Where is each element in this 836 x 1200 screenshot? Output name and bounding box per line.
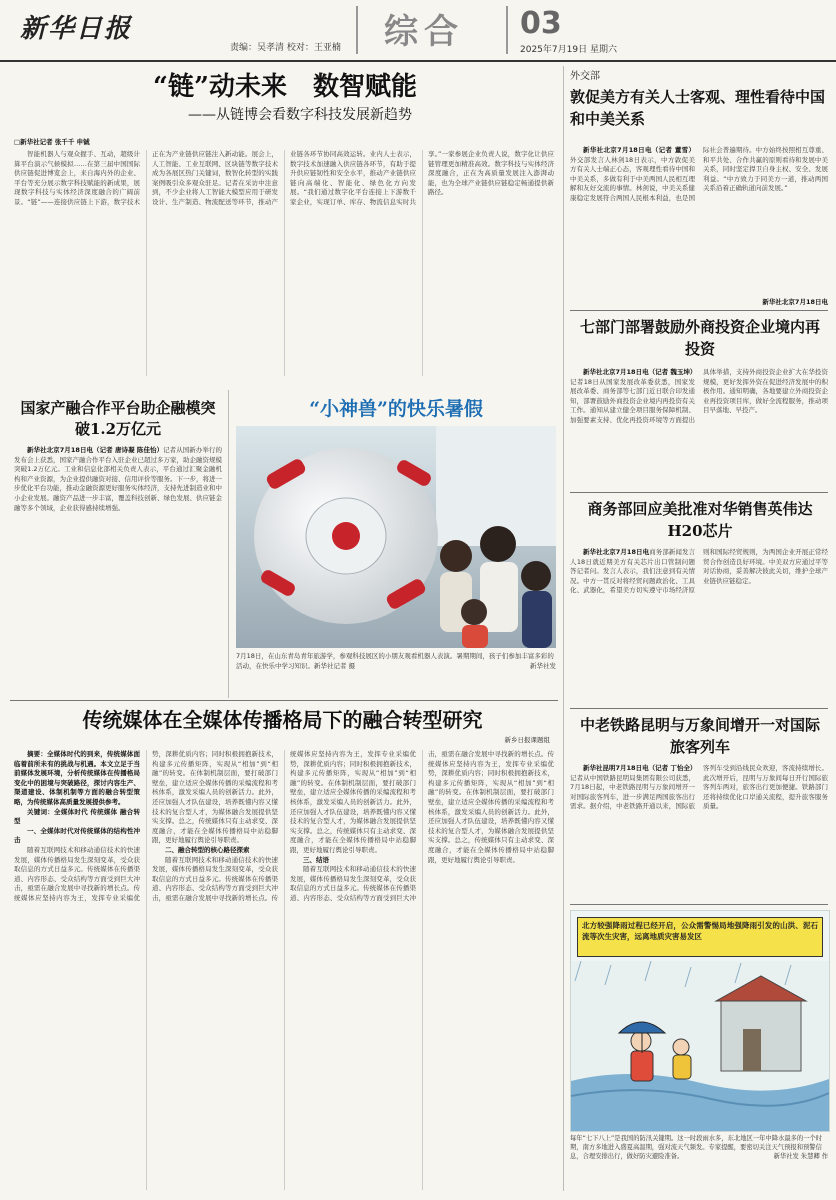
lead-byline: □新华社记者 张千千 申铖 <box>14 138 90 146</box>
photo-caption-text: 7月18日，在山东青岛青年旅游学，参观科技展区的小朋友观看机器人表演。暑期期间，孩子们参加丰富多彩的活动，在快乐中学习知识。新华社记者 摄 <box>236 652 554 670</box>
story-h20-dateline: 新华社北京7月18日电 <box>583 548 650 556</box>
feature-abstract: 摘要：全媒体时代的到来，传统媒体面临着前所未有的挑战与机遇。本文立足于当前媒体发展环境，分析传统媒体在传播格局变化中的困境与突破路径，探讨内容生产、渠道建设、体制机制等方面的融合转型策略，为传统媒体高质量发展提供参考。 <box>14 750 140 806</box>
story-usa-text: 外交部发言人林剑18日表示，中方敦促美方有关人士端正心态，客观理性看待中国和中美关系，多做有利于中美两国人民相互理解和友好交流的事情。林剑说，中美关系健康稳定发展符合两国人民根本利益，也是国际社会普遍期待。中方始终按照相互尊重、和平共处、合作共赢的原则看待和发展中美关系，同时坚定捍卫自身主权、安全、发展利益。“中方致力于同美方一道，推动两国关系沿着正确轨道向前发展。” <box>570 146 828 202</box>
lead-subhead: ——从链博会看数字科技发展新趋势 <box>188 107 412 123</box>
story-rail-dateline: 新华社昆明7月18日电（记者 丁怡全） <box>583 764 697 772</box>
story-rail-text: 记者从中国铁路昆明局集团有限公司获悉，7月18日起，中老铁路昆明与万象间增开一对国际旅客列车，进一步满足两国旅客出行需求。据介绍，中老铁路开通以来，国际旅客列车受到沿线民众欢迎，客流持续增长。此次增开后，昆明与万象间每日开行国际旅客列车两对，旅客出行更加便捷。铁路部门还将持续优化口岸通关流程，提升旅客服务质量。 <box>570 764 828 811</box>
page-number: 03 <box>520 6 562 41</box>
feature-section-1: 一、全媒体时代对传统媒体的结构性冲击 <box>14 826 140 845</box>
story-usa-rule <box>570 310 828 311</box>
box-left-rule <box>228 390 229 698</box>
story-invest-headline: 七部门部署鼓励外商投资企业境内再投资 <box>580 318 821 358</box>
photo-feature-image <box>236 426 556 648</box>
masthead <box>0 0 836 66</box>
feature-byline: 新乡日报课题组 <box>504 736 550 744</box>
feature-body <box>14 750 554 1190</box>
masthead-divider <box>356 6 358 54</box>
story-h20-text: 商务部新闻发言人18日就近期美方有关芯片出口管制问题答记者问。发言人表示，我们注意到有关情况。中方一贯反对将经贸问题政治化、工具化、武器化，希望美方切实遵守市场经济原则和国际经贸规则，为两国企业开展正常经贸合作创造良好环境。中美双方应通过平等对话协商，妥善解决彼此关切，维护全球产业链供应链稳定。 <box>570 548 828 595</box>
photo-feature-caption <box>236 652 556 692</box>
cartoon-banner-text: 北方较强降雨过程已经开启，公众需警惕局地强降雨引发的山洪、泥石流等次生灾害，远离地质灾害易发区 <box>582 921 818 941</box>
lead-body <box>14 150 554 376</box>
masthead-divider-2 <box>506 6 508 54</box>
feature-keywords: 关键词：全媒体时代 传统媒体 融合转型 <box>14 807 140 826</box>
right-column-rule <box>563 66 564 1191</box>
story-h20-body <box>570 548 828 704</box>
section-title: 综合 <box>384 12 464 52</box>
feature-section-3: 三、结语 <box>303 855 329 864</box>
newspaper-logo: 新华日报 <box>20 14 133 44</box>
story-invest-dateline: 新华社北京7月18日电（记者 魏玉坤） <box>583 368 697 376</box>
story-usa-kicker: 外交部 <box>570 71 600 82</box>
robot-exhibit-photo <box>236 426 556 648</box>
story-rail-body <box>570 764 828 898</box>
feature-body-text-3: 随着互联网技术和移动通信技术的快速发展，媒体传播格局发生深刻变革，受众获取信息的方式日益多元。传统媒体在传播渠道、内容形态、受众结构等方面受到巨大冲击，亟需在融合发展中寻找新的增长点。传统媒体应坚持内容为王，发挥专业采编优势，深耕优质内容；同时积极拥抱新技术，构建多元传播矩阵，实现从“相加”到“相融”的转变。在体制机制层面，要打破部门壁垒，建立适应全媒体传播的采编流程和考核体系，激发采编人员的创新活力。此外，还应加强人才队伍建设，培养既懂内容又懂技术的复合型人才，为媒体融合发展提供坚实支撑。总之，传统媒体只有主动求变、深度融合，才能在全媒体传播格局中站稳脚跟，更好地履行舆论引导职责。 <box>290 750 554 902</box>
masthead-rule <box>0 60 836 62</box>
photo-feature-title: “小神兽”的快乐暑假 <box>309 398 483 420</box>
cartoon-caption <box>570 1134 828 1194</box>
lead-headline: “链”动未来 数智赋能 <box>153 72 417 102</box>
issue-date: 2025年7月19日 星期六 <box>520 45 617 55</box>
story-usa-end: 新华社北京7月18日电 <box>762 298 828 306</box>
feature-body-text-1: 随着互联网技术和移动通信技术的快速发展，媒体传播格局发生深刻变革，受众获取信息的方式日益多元。传统媒体在传播渠道、内容形态、受众结构等方面受到巨大冲击，亟需在融合发展中寻找新的增长点。传统媒体应坚持内容为王，发挥专业采编优势，深耕优质内容；同时积极拥抱新技术，构建多元传播矩阵，实现从“相加”到“相融”的转变。在体制机制层面，要打破部门壁垒，建立适应全媒体传播的采编流程和考核体系，激发采编人员的创新活力。此外，还应加强人才队伍建设，培养既懂内容又懂技术的复合型人才，为媒体融合发展提供坚实支撑。总之，传统媒体只有主动求变、深度融合，才能在全媒体传播格局中站稳脚跟，更好地履行舆论引导职责。 <box>14 750 278 902</box>
story-rail-rule <box>570 904 828 905</box>
photo-credit: 新华社发 <box>530 661 556 670</box>
feature-top-rule <box>10 700 558 701</box>
box-left-body <box>14 446 222 692</box>
cartoon-caption-text: 每年“七下八上”是我国的防汛关键期。这一时段雨水多，东北地区一年中降水最多的一个时期，南方多地进入盛夏高温期，强对流天气频发。专家提醒，要密切关注天气预报和预警信息，合理安排出行，做好防灾避险准备。 <box>570 1135 823 1160</box>
cartoon-banner <box>577 917 823 957</box>
story-h20-headline: 商务部回应美批准对华销售英伟达H20芯片 <box>587 500 813 540</box>
cartoon-credit: 新华社发 朱慧卿 作 <box>773 1153 828 1160</box>
story-invest-body <box>570 368 828 486</box>
story-invest-text: 记者18日从国家发展改革委获悉，国家发展改革委、商务部等七部门近日联合印发通知，部署鼓励外商投资企业境内再投资有关工作。通知从建立健全项目服务保障机制、加强要素支持、优化再投资环境等方面提出具体举措，支持外商投资企业扩大在华投资规模，更好发挥外资在促进经济发展中的积极作用。通知明确，各地要建立外商投资企业再投资项目库，做好全流程服务，推动项目早落地、早投产。 <box>570 368 828 424</box>
box-left-text: 记者从国新办举行的发布会上获悉，国家产融合作平台入驻企业已超过多万家，助企融资规模突破1.2万亿元。工业和信息化部相关负责人表示，平台通过汇聚金融机构和产业资源，为企业提供融资对接、信用评价等服务。下一步，将进一步优化平台功能，推动金融资源更好服务实体经济，支持先进制造业和中小企业发展。融资产品进一步丰富，覆盖科技创新、绿色发展、供应链金融等多个领域，企业获得感持续增强。 <box>14 446 222 512</box>
feature-body-text-2: 随着互联网技术和移动通信技术的快速发展，媒体传播格局发生深刻变革，受众获取信息的方式日益多元。传统媒体在传播渠道、内容形态、受众结构等方面受到巨大冲击，亟需在融合发展中寻找新的增长点。传统媒体应坚持内容为王，发挥专业采编优势，深耕优质内容；同时积极拥抱新技术，构建多元传播矩阵，实现从“相加”到“相融”的转变。在体制机制层面，要打破部门壁垒，建立适应全媒体传播的采编流程和考核体系，激发采编人员的创新活力。此外，还应加强人才队伍建设，培养既懂内容又懂技术的复合型人才，为媒体融合发展提供坚实支撑。总之，传统媒体只有主动求变、深度融合，才能在全媒体传播格局中站稳脚跟，更好地履行舆论引导职责。 <box>152 750 416 902</box>
story-usa-dateline: 新华社北京7月18日电（记者 董雪） <box>583 146 695 154</box>
story-h20-rule <box>570 708 828 709</box>
editor-line: 责编：吴孝清 校对：王亚楠 <box>230 43 341 53</box>
story-usa-body <box>570 146 828 306</box>
story-invest-rule <box>570 492 828 493</box>
feature-section-2: 二、融合转型的核心路径探索 <box>165 845 250 854</box>
lead-body-text: 智能机器人与观众握手、互动，超级计算平台演示气候模拟……在第三届中国国际供应链促进博览会上，来自海内外的企业、平台等充分展示数字科技赋能的新成果，展现数字科技与实体经济深度融合的广阔前景。“链”——连接供应链上下游，数字技术正在为产业链供应链注入新动能。展会上，人工智能、工业互联网、区块链等数字技术成为各展区热门关键词，数智化转型的实践案例吸引众多观众驻足。记者在采访中注意到，不少企业将人工智能大模型应用于研发设计、生产制造、物流配送等环节，推动产业链各环节协同高效运转。业内人士表示，数字技术加速融入供应链各环节，有助于提升供应链韧性和安全水平，推动产业链供应链向高端化、智能化、绿色化方向发展。“我们通过数字化平台连接上下游数千家企业，实现订单、库存、物流信息实时共享。”一家参展企业负责人说，数字化让供应链管理更加精准高效。数字科技与实体经济深度融合，正在为高质量发展注入澎湃动能，也为全球产业链供应链稳定畅通提供新路径。 <box>14 150 554 206</box>
box-left-dateline: 新华社北京7月18日电（记者 唐诗凝 陈佳怡） <box>27 446 164 454</box>
box-left-headline: 国家产融合作平台助企融模突破1.2万亿元 <box>20 399 216 438</box>
story-rail-headline: 中老铁路昆明与万象间增开一对国际旅客列车 <box>580 716 821 756</box>
cartoon-panel <box>570 910 830 1132</box>
feature-headline: 传统媒体在全媒体传播格局下的融合转型研究 <box>82 708 483 732</box>
story-usa-headline: 敦促美方有关人士客观、理性看待中国和中美关系 <box>570 88 826 128</box>
cartoon-illustration <box>571 961 829 1131</box>
